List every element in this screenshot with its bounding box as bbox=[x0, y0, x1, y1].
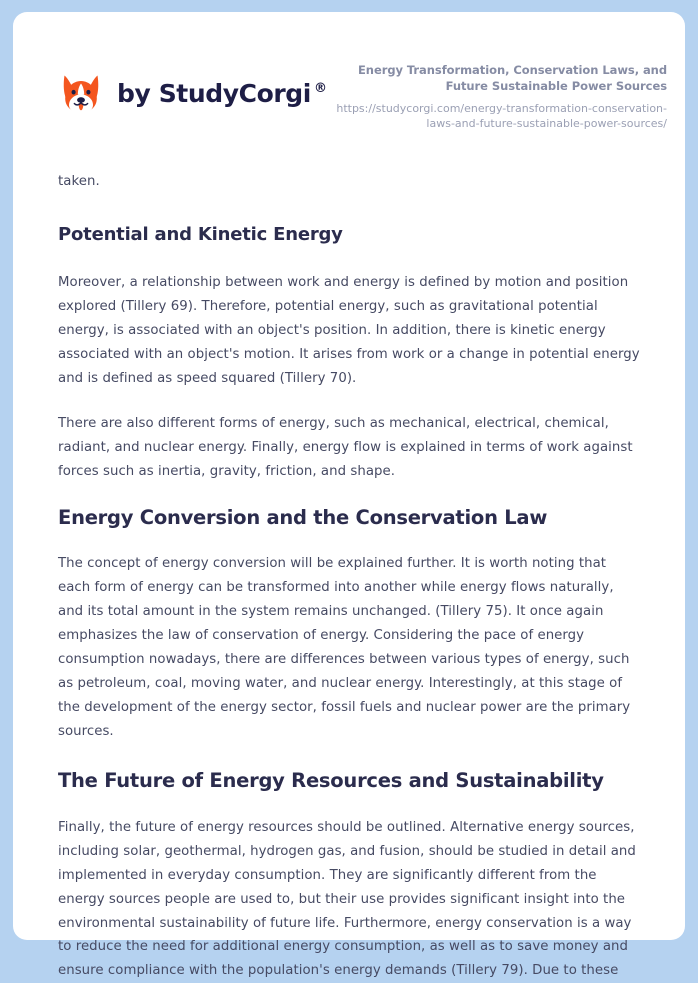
brand-lockup bbox=[58, 60, 327, 116]
section-heading-energy-conversion: Energy Conversion and the Conservation Law bbox=[58, 505, 548, 529]
corgi-face-logo-icon bbox=[58, 70, 104, 116]
section-heading-future-energy-resources: The Future of Energy Resources and Sustainability bbox=[58, 769, 604, 793]
document-page-card bbox=[13, 12, 685, 979]
paragraph-continuation: taken. bbox=[58, 173, 100, 189]
document-header bbox=[13, 12, 685, 132]
registered-trademark-icon: ® bbox=[313, 80, 327, 96]
brand-wordmark bbox=[117, 78, 327, 108]
section-heading-potential-kinetic-energy: Potential and Kinetic Energy bbox=[58, 223, 343, 245]
brand-name-text: by StudyCorgi bbox=[117, 78, 311, 108]
document-body bbox=[13, 170, 685, 983]
paragraph-energy-conversion: The concept of energy conversion will be explained further. It is worth noting that each form of energy can be transformed into another while energy flows naturally, and its total amount in the system remains unchanged. (Tillery 75). It once again emphasizes the law of conservation of energy. Considering the pace of energy consumption nowadays, there are differences between various types of energy, such as petroleum, coal, moving water, and nuclear energy. Interestingly, at this stage of the development of the energy sector, fossil fuels and nuclear power are the primary sources. bbox=[58, 556, 631, 739]
document-source-url[interactable]: https://studycorgi.com/energy-transformation-conservation-laws-and-future-sustainable-power-sources/ bbox=[336, 101, 667, 131]
paragraph-future-energy-resources: Finally, the future of energy resources should be outlined. Alternative energy sources, including solar, geothermal, hydrogen gas, and fusion, should be studied in detail and implemented in everyday consumption. They are significantly different from the energy sources people are used to, but their use provides significant insight into the environmental sustainability of future life. Furthermore, energy conservation is a way to reduce the need for additional energy consumption, as well as to save money and ensure compliance with the population's energy demands (Tillery 79). Due to these bbox=[58, 819, 636, 979]
paragraph-forms-of-energy: There are also different forms of energy, such as mechanical, electrical, chemical, radiant, and nuclear energy. Finally, energy flow is explained in terms of work against forces such as inertia, gravity, friction, and shape. bbox=[58, 415, 633, 479]
document-source-meta bbox=[327, 60, 667, 132]
document-source-title: Energy Transformation, Conservation Laws, and Future Sustainable Power Sources bbox=[358, 63, 667, 93]
paragraph-potential-kinetic-definition: Moreover, a relationship between work and energy is defined by motion and position explored (Tillery 69). Therefore, potential energy, such as gravitational potential energy, is associated with an object's position. In addition, there is kinetic energy associated with an object's motion. It arises from work or a change in potential energy and is defined as speed squared (Tillery 70). bbox=[58, 275, 640, 387]
